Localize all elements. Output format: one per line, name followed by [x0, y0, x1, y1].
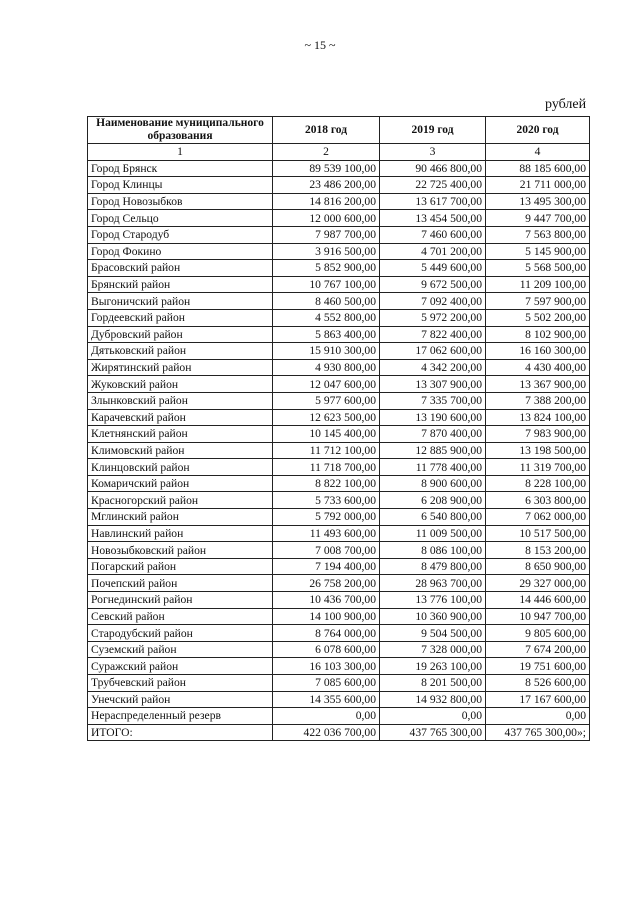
header-2020: 2020 год [486, 117, 590, 144]
municipality-name: Погарский район [88, 558, 273, 575]
amount-cell: 7 062 000,00 [486, 509, 590, 526]
amount-cell: 7 870 400,00 [380, 426, 486, 443]
amount-cell: 4 430 400,00 [486, 359, 590, 376]
table-row [88, 409, 590, 426]
column-number: 1 [88, 144, 273, 161]
amount-cell: 19 751 600,00 [486, 658, 590, 675]
amount-cell: 4 342 200,00 [380, 359, 486, 376]
municipality-name: Почепский район [88, 575, 273, 592]
amount-cell: 5 449 600,00 [380, 260, 486, 277]
column-number: 4 [486, 144, 590, 161]
amount-cell: 11 319 700,00 [486, 459, 590, 476]
amount-cell: 5 733 600,00 [273, 492, 380, 509]
header-row [88, 117, 590, 144]
table-row [88, 210, 590, 227]
column-number: 3 [380, 144, 486, 161]
amount-cell: 13 617 700,00 [380, 193, 486, 210]
amount-cell: 11 778 400,00 [380, 459, 486, 476]
amount-cell: 12 047 600,00 [273, 376, 380, 393]
amount-cell: 11 493 600,00 [273, 525, 380, 542]
amount-cell: 11 712 100,00 [273, 442, 380, 459]
amount-cell: 8 153 200,00 [486, 542, 590, 559]
column-number: 2 [273, 144, 380, 161]
municipality-name: Город Клинцы [88, 177, 273, 194]
amount-cell: 0,00 [273, 708, 380, 725]
municipality-name: Комаричский район [88, 475, 273, 492]
amount-cell: 10 947 700,00 [486, 608, 590, 625]
amount-cell: 7 987 700,00 [273, 226, 380, 243]
amount-cell: 6 303 800,00 [486, 492, 590, 509]
total-2018: 422 036 700,00 [273, 724, 380, 741]
municipality-name: Город Брянск [88, 160, 273, 177]
table-row [88, 442, 590, 459]
amount-cell: 8 201 500,00 [380, 675, 486, 692]
municipality-name: Клетнянский район [88, 426, 273, 443]
amount-cell: 21 711 000,00 [486, 177, 590, 194]
table-row [88, 293, 590, 310]
table-row [88, 426, 590, 443]
amount-cell: 12 623 500,00 [273, 409, 380, 426]
amount-cell: 14 355 600,00 [273, 691, 380, 708]
amount-cell: 13 495 300,00 [486, 193, 590, 210]
amount-cell: 23 486 200,00 [273, 177, 380, 194]
table-row [88, 641, 590, 658]
amount-cell: 7 194 400,00 [273, 558, 380, 575]
table-row [88, 359, 590, 376]
amount-cell: 5 792 000,00 [273, 509, 380, 526]
amount-cell: 10 145 400,00 [273, 426, 380, 443]
amount-cell: 10 767 100,00 [273, 276, 380, 293]
header-2019: 2019 год [380, 117, 486, 144]
amount-cell: 90 466 800,00 [380, 160, 486, 177]
amount-cell: 7 092 400,00 [380, 293, 486, 310]
municipality-name: Суземский район [88, 641, 273, 658]
amount-cell: 5 972 200,00 [380, 309, 486, 326]
header-municipality: Наименование муниципального образования [88, 117, 273, 144]
municipality-name: Навлинский район [88, 525, 273, 542]
amount-cell: 5 145 900,00 [486, 243, 590, 260]
amount-cell: 7 328 000,00 [380, 641, 486, 658]
municipality-name: Мглинский район [88, 509, 273, 526]
total-row [88, 724, 590, 741]
amount-cell: 7 335 700,00 [380, 392, 486, 409]
municipality-name: Стародубский район [88, 625, 273, 642]
table-row [88, 193, 590, 210]
amount-cell: 7 388 200,00 [486, 392, 590, 409]
amount-cell: 16 103 300,00 [273, 658, 380, 675]
amount-cell: 9 672 500,00 [380, 276, 486, 293]
amount-cell: 5 863 400,00 [273, 326, 380, 343]
amount-cell: 5 568 500,00 [486, 260, 590, 277]
amount-cell: 12 885 900,00 [380, 442, 486, 459]
amount-cell: 6 208 900,00 [380, 492, 486, 509]
municipality-name: Севский район [88, 608, 273, 625]
amount-cell: 9 447 700,00 [486, 210, 590, 227]
amount-cell: 8 460 500,00 [273, 293, 380, 310]
municipality-name: Город Сельцо [88, 210, 273, 227]
amount-cell: 8 228 100,00 [486, 475, 590, 492]
table-row [88, 276, 590, 293]
amount-cell: 7 983 900,00 [486, 426, 590, 443]
municipality-name: Новозыбковский район [88, 542, 273, 559]
amount-cell: 13 190 600,00 [380, 409, 486, 426]
amount-cell: 13 367 900,00 [486, 376, 590, 393]
amount-cell: 8 086 100,00 [380, 542, 486, 559]
municipality-name: Город Фокино [88, 243, 273, 260]
amount-cell: 8 102 900,00 [486, 326, 590, 343]
amount-cell: 13 776 100,00 [380, 592, 486, 609]
table-row [88, 509, 590, 526]
table-row [88, 459, 590, 476]
table-row [88, 492, 590, 509]
amount-cell: 7 460 600,00 [380, 226, 486, 243]
municipality-name: Клинцовский район [88, 459, 273, 476]
amount-cell: 26 758 200,00 [273, 575, 380, 592]
total-2020: 437 765 300,00»; [486, 724, 590, 741]
amount-cell: 4 701 200,00 [380, 243, 486, 260]
amount-cell: 8 479 800,00 [380, 558, 486, 575]
table-row [88, 691, 590, 708]
amount-cell: 9 504 500,00 [380, 625, 486, 642]
amount-cell: 0,00 [380, 708, 486, 725]
header-2018: 2018 год [273, 117, 380, 144]
amount-cell: 7 597 900,00 [486, 293, 590, 310]
amount-cell: 9 805 600,00 [486, 625, 590, 642]
municipality-name: Климовский район [88, 442, 273, 459]
municipality-name: Унечский район [88, 691, 273, 708]
amount-cell: 11 009 500,00 [380, 525, 486, 542]
table-row [88, 542, 590, 559]
table-row [88, 243, 590, 260]
amount-cell: 29 327 000,00 [486, 575, 590, 592]
municipality-name: Рогнединский район [88, 592, 273, 609]
amount-cell: 6 078 600,00 [273, 641, 380, 658]
municipality-name: Нераспределенный резерв [88, 708, 273, 725]
amount-cell: 13 454 500,00 [380, 210, 486, 227]
amount-cell: 7 674 200,00 [486, 641, 590, 658]
table-row [88, 475, 590, 492]
table-row [88, 675, 590, 692]
municipality-name: Выгоничский район [88, 293, 273, 310]
amount-cell: 7 085 600,00 [273, 675, 380, 692]
amount-cell: 19 263 100,00 [380, 658, 486, 675]
amount-cell: 15 910 300,00 [273, 343, 380, 360]
amount-cell: 14 100 900,00 [273, 608, 380, 625]
amount-cell: 16 160 300,00 [486, 343, 590, 360]
table-row [88, 708, 590, 725]
amount-cell: 11 209 100,00 [486, 276, 590, 293]
municipality-name: Дятьковский район [88, 343, 273, 360]
table-row [88, 575, 590, 592]
table-row [88, 525, 590, 542]
municipality-name: Город Новозыбков [88, 193, 273, 210]
amount-cell: 10 360 900,00 [380, 608, 486, 625]
amount-cell: 17 062 600,00 [380, 343, 486, 360]
table-row [88, 625, 590, 642]
amount-cell: 3 916 500,00 [273, 243, 380, 260]
amount-cell: 88 185 600,00 [486, 160, 590, 177]
table-row [88, 160, 590, 177]
amount-cell: 28 963 700,00 [380, 575, 486, 592]
municipality-name: Дубровский район [88, 326, 273, 343]
table-row [88, 392, 590, 409]
table-row [88, 658, 590, 675]
table-row [88, 608, 590, 625]
table-row [88, 326, 590, 343]
amount-cell: 10 517 500,00 [486, 525, 590, 542]
amount-cell: 8 526 600,00 [486, 675, 590, 692]
amount-cell: 12 000 600,00 [273, 210, 380, 227]
municipality-name: Гордеевский район [88, 309, 273, 326]
amount-cell: 89 539 100,00 [273, 160, 380, 177]
municipality-name: Жуковский район [88, 376, 273, 393]
page-number: ~ 15 ~ [304, 38, 336, 52]
municipality-name: Карачевский район [88, 409, 273, 426]
amount-cell: 14 816 200,00 [273, 193, 380, 210]
amount-cell: 7 008 700,00 [273, 542, 380, 559]
amount-cell: 17 167 600,00 [486, 691, 590, 708]
amount-cell: 10 436 700,00 [273, 592, 380, 609]
municipality-name: Трубчевский район [88, 675, 273, 692]
amount-cell: 8 650 900,00 [486, 558, 590, 575]
amount-cell: 14 446 600,00 [486, 592, 590, 609]
municipality-name: Злынковский район [88, 392, 273, 409]
amount-cell: 7 563 800,00 [486, 226, 590, 243]
column-number-row [88, 144, 590, 161]
table-row [88, 376, 590, 393]
amount-cell: 8 900 600,00 [380, 475, 486, 492]
amount-cell: 0,00 [486, 708, 590, 725]
municipality-name: Суражский район [88, 658, 273, 675]
currency-units: рублей [545, 97, 587, 112]
amount-cell: 5 852 900,00 [273, 260, 380, 277]
municipality-name: Брасовский район [88, 260, 273, 277]
table-row [88, 260, 590, 277]
amount-cell: 4 552 800,00 [273, 309, 380, 326]
municipality-name: Город Стародуб [88, 226, 273, 243]
amount-cell: 14 932 800,00 [380, 691, 486, 708]
amount-cell: 22 725 400,00 [380, 177, 486, 194]
table-row [88, 226, 590, 243]
amount-cell: 5 977 600,00 [273, 392, 380, 409]
municipality-name: Брянский район [88, 276, 273, 293]
table-row [88, 177, 590, 194]
amount-cell: 13 307 900,00 [380, 376, 486, 393]
total-2019: 437 765 300,00 [380, 724, 486, 741]
table-row [88, 558, 590, 575]
table-row [88, 343, 590, 360]
total-label: ИТОГО: [88, 724, 273, 741]
amount-cell: 13 198 500,00 [486, 442, 590, 459]
municipality-name: Красногорский район [88, 492, 273, 509]
table-row [88, 592, 590, 609]
municipality-name: Жирятинский район [88, 359, 273, 376]
budget-table [87, 116, 590, 741]
amount-cell: 13 824 100,00 [486, 409, 590, 426]
table-row [88, 309, 590, 326]
amount-cell: 8 764 000,00 [273, 625, 380, 642]
amount-cell: 6 540 800,00 [380, 509, 486, 526]
amount-cell: 5 502 200,00 [486, 309, 590, 326]
table-body [88, 160, 590, 724]
amount-cell: 4 930 800,00 [273, 359, 380, 376]
amount-cell: 7 822 400,00 [380, 326, 486, 343]
amount-cell: 11 718 700,00 [273, 459, 380, 476]
amount-cell: 8 822 100,00 [273, 475, 380, 492]
